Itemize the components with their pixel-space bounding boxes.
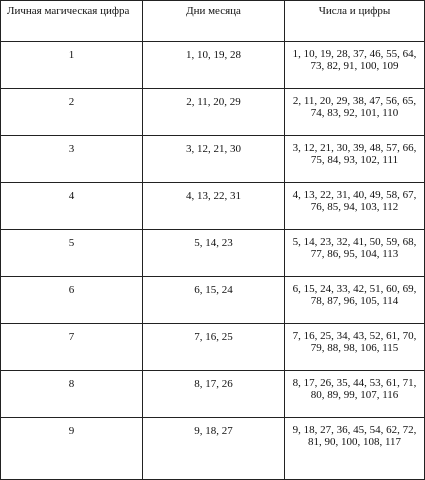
cell-digit: 7: [1, 324, 143, 371]
cell-digit: 9: [1, 418, 143, 480]
table-row: [1, 277, 425, 324]
cell-numbers: 2, 11, 20, 29, 38, 47, 56, 65, 74, 83, 92, 101, 110: [285, 89, 425, 136]
cell-numbers: 3, 12, 21, 30, 39, 48, 57, 66, 75, 84, 93, 102, 111: [285, 136, 425, 183]
table-row: [1, 136, 425, 183]
table-row: [1, 418, 425, 480]
table-header-row: [1, 1, 425, 42]
cell-numbers: 5, 14, 23, 32, 41, 50, 59, 68, 77, 86, 95, 104, 113: [285, 230, 425, 277]
table-row: [1, 324, 425, 371]
cell-numbers: 1, 10, 19, 28, 37, 46, 55, 64, 73, 82, 91, 100, 109: [285, 42, 425, 89]
cell-digit: 2: [1, 89, 143, 136]
header-month-days: Дни месяца: [143, 1, 285, 42]
cell-days: 7, 16, 25: [143, 324, 285, 371]
cell-numbers: 9, 18, 27, 36, 45, 54, 62, 72, 81, 90, 100, 108, 117: [285, 418, 425, 480]
cell-digit: 3: [1, 136, 143, 183]
table-row: [1, 89, 425, 136]
cell-digit: 8: [1, 371, 143, 418]
cell-days: 8, 17, 26: [143, 371, 285, 418]
table-row: [1, 183, 425, 230]
cell-days: 4, 13, 22, 31: [143, 183, 285, 230]
cell-numbers: 4, 13, 22, 31, 40, 49, 58, 67, 76, 85, 94, 103, 112: [285, 183, 425, 230]
table-row: [1, 371, 425, 418]
cell-digit: 5: [1, 230, 143, 277]
cell-days: 1, 10, 19, 28: [143, 42, 285, 89]
cell-days: 3, 12, 21, 30: [143, 136, 285, 183]
cell-days: 5, 14, 23: [143, 230, 285, 277]
table-row: [1, 230, 425, 277]
cell-days: 9, 18, 27: [143, 418, 285, 480]
cell-numbers: 6, 15, 24, 33, 42, 51, 60, 69, 78, 87, 96, 105, 114: [285, 277, 425, 324]
header-personal-digit: Личная магическая цифра: [1, 1, 143, 42]
cell-digit: 6: [1, 277, 143, 324]
table-row: [1, 42, 425, 89]
cell-numbers: 8, 17, 26, 35, 44, 53, 61, 71, 80, 89, 99, 107, 116: [285, 371, 425, 418]
cell-numbers: 7, 16, 25, 34, 43, 52, 61, 70, 79, 88, 98, 106, 115: [285, 324, 425, 371]
header-numbers: Числа и цифры: [285, 1, 425, 42]
cell-digit: 1: [1, 42, 143, 89]
cell-days: 2, 11, 20, 29: [143, 89, 285, 136]
cell-days: 6, 15, 24: [143, 277, 285, 324]
cell-digit: 4: [1, 183, 143, 230]
